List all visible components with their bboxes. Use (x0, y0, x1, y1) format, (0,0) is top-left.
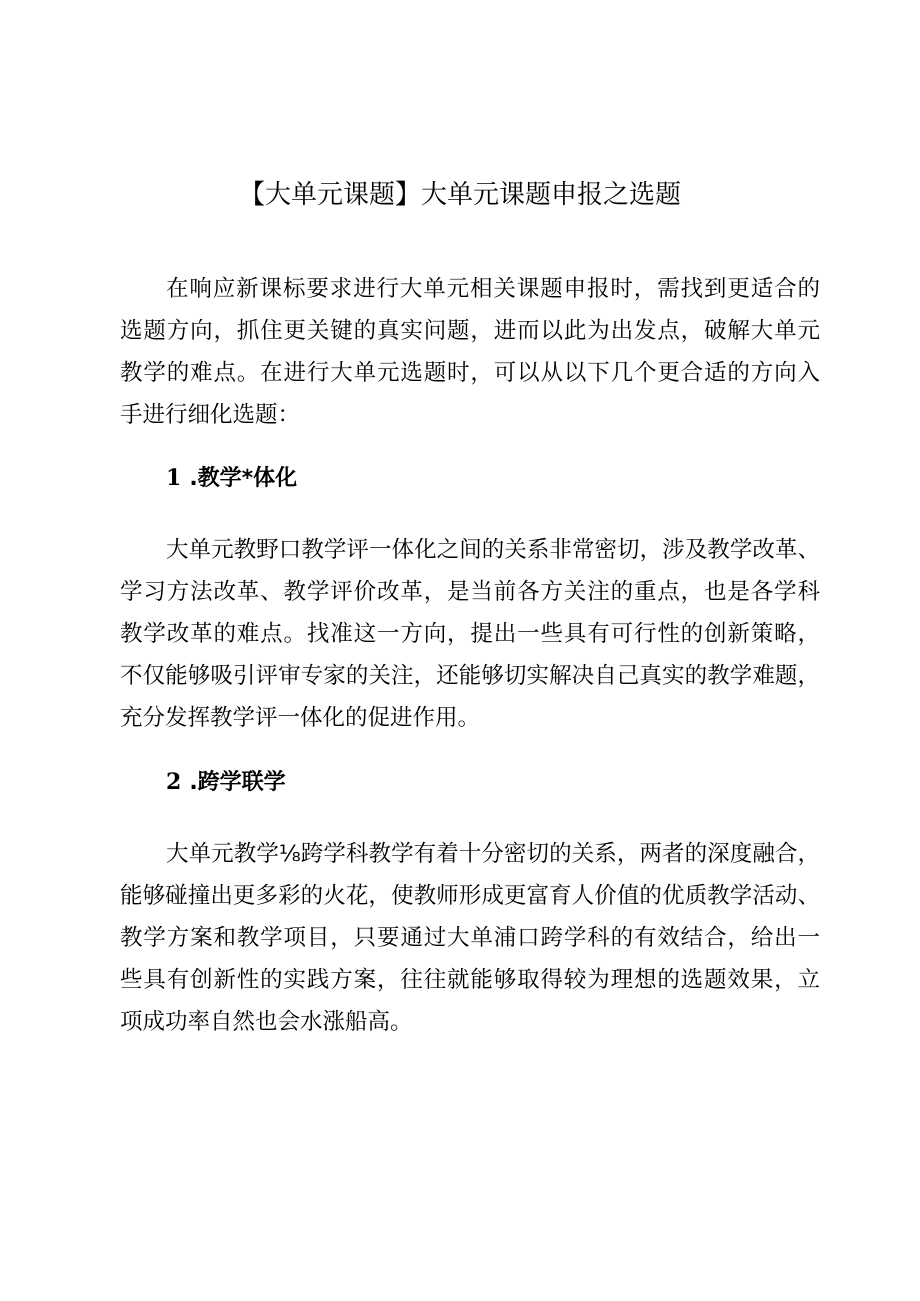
intro-line: 选题方向，抓住更关键的真实问题，进而以此为出发点，破解大单元 (120, 318, 820, 344)
paragraph-line: 教学方案和教学项目，只要通过大单浦口跨学科的有效结合，给出一 (120, 925, 820, 951)
paragraph-line: 不仅能够吸引评审专家的关注，还能够切实解决自己真实的教学难题， (120, 663, 820, 689)
section-paragraph (120, 529, 820, 739)
section-heading (166, 764, 286, 801)
section-heading (166, 460, 297, 497)
paragraph-line: 项成功率自然也会水涨船高。 (120, 1009, 413, 1035)
document-title: 【大单元课题】大单元课题申报之选题 (238, 180, 681, 210)
paragraph-line: 大单元教野口教学评一体化之间的关系非常密切，涉及教学改革、 (166, 537, 820, 563)
intro-line: 教学的难点。在进行大单元选题时，可以从以下几个更合适的方向入 (120, 360, 820, 386)
section-heading-text: .跨学联学 (189, 770, 286, 795)
intro-line: 在响应新课标要求进行大单元相关课题申报时，需找到更适合的 (166, 276, 820, 302)
intro-paragraph (120, 268, 820, 436)
paragraph-line: 大单元教学⅛跨学科教学有着十分密切的关系，两者的深度融合， (166, 841, 820, 867)
paragraph-line: 些具有创新性的实践方案，往往就能够取得较为理想的选题效果，立 (120, 967, 820, 993)
section-paragraph (120, 833, 820, 1043)
paragraph-line: 教学改革的难点。找准这一方向，提出一些具有可行性的创新策略， (120, 621, 820, 647)
intro-line: 手进行细化选题： (120, 402, 301, 428)
paragraph-line: 能够碰撞出更多彩的火花，使教师形成更富育人价值的优质教学活动、 (120, 883, 820, 909)
paragraph-line: 充分发挥教学评一体化的促进作用。 (120, 705, 481, 731)
section-number: 1 (166, 465, 182, 491)
paragraph-line: 学习方法改革、教学评价改革，是当前各方关注的重点，也是各学科 (120, 579, 820, 605)
section-number: 2 (166, 769, 182, 795)
section-heading-text: .教学*体化 (189, 466, 298, 491)
